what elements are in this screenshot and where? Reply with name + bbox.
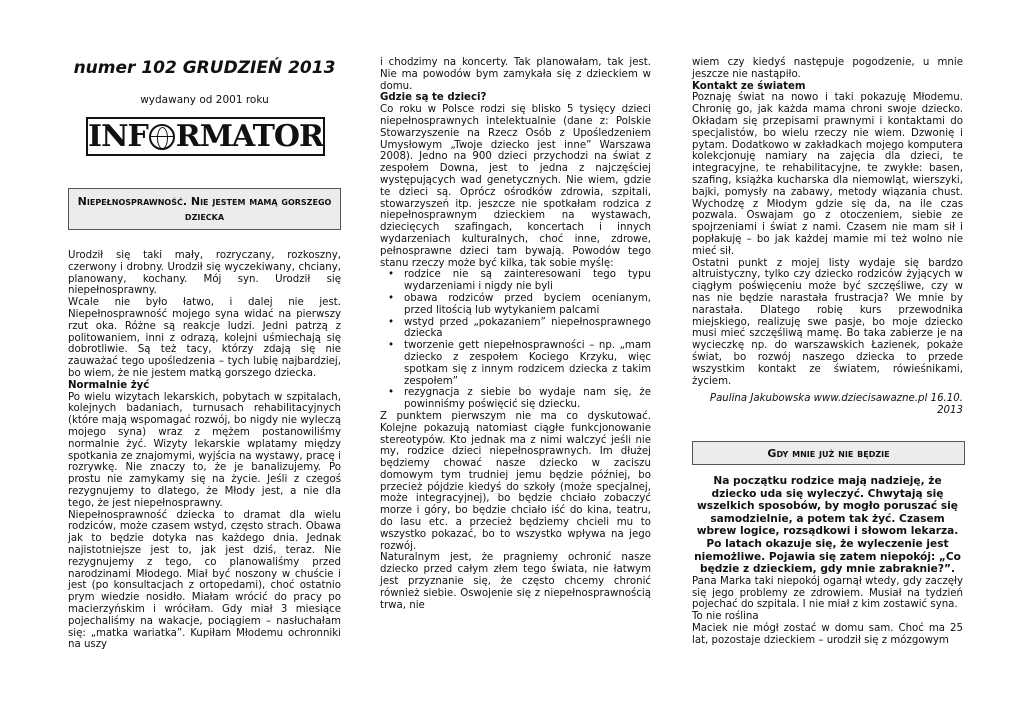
section-heading: To nie roślina — [692, 611, 759, 623]
list-item: • rodzice nie są zainteresowani tego typu wydarzeniami i nigdy nie byli — [404, 269, 651, 293]
section-heading: Kontakt ze światem — [692, 80, 806, 92]
list-item: • tworzenie gett niepełnosprawności – np. „mam dziecko z zespołem Kociego Krzyku, więc spotkam się z innym rodzicem dziecka z takim zespołem” — [404, 340, 651, 387]
bullet-list — [380, 269, 651, 411]
list-item: • wstyd przed „pokazaniem” niepełnosprawnego dziecka — [404, 317, 651, 341]
article-title-box — [692, 441, 965, 465]
list-item: • rezygnacja z siebie bo wydaje nam się, że powinniśmy poświęcić się dziecku. — [404, 387, 651, 411]
article-body — [692, 475, 963, 647]
paragraph: wiem czy kiedyś następuje pogodzenie, u mnie jeszcze nie nastąpiło. — [692, 57, 963, 80]
paragraph: Z punktem pierwszym nie ma co dyskutować. Kolejne pokazują natomiast ciągłe funkcjonowanie stereotypów. Kto jednak ma z nimi walczyć jeśli nie my, rodzice dzieci niepełnosprawnych. Im dłużej będziemy chować nasze dziecko w zaciszu domowym tym trudniej jemu będzie później, bo przecież pójdzie kiedyś do szkoły (może specjalnej, może integracyjnej), bo będzie chciało zobaczyć morze i góry, bo będzie chciało iść do kina, teatru, do lasu etc. a przecież będziemy chcieli mu to wszystko pokazać, bo to wszystko wpływa na jego rozwój. — [380, 410, 651, 552]
section-heading: Gdzie są te dzieci? — [380, 92, 487, 104]
issue-title: numer 102 GRUDZIEŃ 2013 — [73, 58, 336, 78]
issue-subtitle: wydawany od 2001 roku — [140, 94, 269, 106]
paragraph: Ostatni punkt z mojej listy wydaje się bardzo altruistyczny, tylko czy dziecko rodziców żyjących w ciągłym poświęceniu może być szczęśliwe, czy w nas nie będzie narastała frustracja? We mnie by narastała. Dlatego robię kurs przewodnika miejskiego, realizuję swe pasje, bo moje dziecko musi mieć szczęśliwą mamę. Bo taka zabierze je na wycieczkę np. do warszawskich Łazienek, pokaże świat, bo rozwój naszego dziecka to przede wszystkim kontakt ze światem, rówieśnikami, życiem. — [692, 257, 963, 387]
paragraph: i chodzimy na koncerty. Tak planowałam, tak jest. Nie ma powodów bym zamykała się z dzieckiem w domu. — [380, 57, 651, 92]
column-2 — [380, 0, 651, 725]
article-body — [68, 250, 341, 651]
informator-logo — [86, 117, 325, 156]
article-signature: Paulina Jakubowska www.dziecisawazne.pl 16.10. 2013 — [709, 393, 963, 417]
paragraph: Urodził się taki mały, rozryczany, rozkoszny, czerwony i drobny. Urodził się wyczekiwany, chciany, planowany, kochany. Mój syn. Urodził się niepełnosprawny. — [68, 250, 341, 297]
column-3 — [692, 0, 963, 725]
logo-text-part1: INF — [88, 119, 148, 154]
paragraph: Poznaję świat na nowo i taki pokazuję Młodemu. Chronię go, jak każda mama chroni swoje dziecko. Okładam się przepisami prawnymi i kontaktami do specjalistów, bo wielu rzeczy nie wiem. Dzwonię i pytam. Dodatkowo w zakładkach mojego komputera kolekcjonuję namiary na zajęcia dla dzieci, te integracyjne, te rehabilitacyjne, te zwykłe: basen, szafing, książka kucharska dla niemowląt, wierszyki, bajki, pomysły na zabawy, metody wiązania chust. Wychodzę z Młodym gdzie się da, na ile czas pozwala. Oswajam go z otoczeniem, siebie ze spojrzeniami i świat z nami. Czasem nie mam sił i popłakuję – bo jak każdej mamie mi też wolno nie mieć sił. — [692, 92, 963, 257]
globe-icon — [149, 124, 175, 150]
article-title: Niepełnosprawność. Nie jestem mamą gorszego dziecka — [77, 195, 332, 223]
paragraph: Po wielu wizytach lekarskich, pobytach w szpitalach, kolejnych badaniach, turnusach rehabilitacyjnych (które mają wspomagać rozwój, bo nigdy nie wyleczą mojego syna) wraz z mężem postanowiliśmy normalnie żyć. Wizyty lekarskie wplatamy między spotkania ze znajomymi, wyjścia na wystawy, pracę i rozrywkę. Nie znaczy to, że je banalizujemy. Po prostu nie zamykamy się na życie. Jeśli z czegoś rezygnujemy to dlatego, że Młody jest, a nie dla tego, że jest niepełnosprawny. — [68, 391, 341, 509]
column-1 — [68, 0, 341, 725]
paragraph: Niepełnosprawność dziecka to dramat dla wielu rodziców, może czasem wstyd, często strach. Obawa jak to będzie dotyka nas każdego dnia. Jednak najistotniejsze jest to, jak jest dziś, teraz. Nie rezygnujemy z tego, co planowaliśmy przed narodzinami Młodego. Miał być noszony w chuście i jest (po konsultacjach z ortopedami), choć ostatnio prym wiedzie nosidło. Miałam wrócić do pracy po macierzyńskim i wróciłam. Gdy miał 3 miesiące pojechaliśmy na wakacje, pociągiem – nasłuchałam się: „matka wariatka”. Kupiłam Młodemu ochronniki na uszy — [68, 509, 341, 651]
lead-paragraph: Na początku rodzice mają nadzieję, że dziecko uda się wyleczyć. Chwytają się wszelkich sposobów, by mogło poruszać się samodzielnie, a potem tak żyć. Czasem wbrew logice, rozsądkowi i słowom lekarza. Po latach okazuje się, że wyleczenie jest niemożliwe. Pojawia się zatem niepokój: „Co będzie z dzieckiem, gdy mnie zabraknie?”. — [694, 475, 961, 576]
article-body — [380, 57, 651, 611]
section-heading: Normalnie żyć — [68, 379, 150, 391]
paragraph: Naturalnym jest, że pragniemy ochronić nasze dziecko przed całym złem tego świata, nie łatwym jest przyznanie się, że często chcemy chronić również siebie. Oswojenie się z niepełnosprawnością trwa, nie — [380, 552, 651, 611]
list-item: • obawa rodziców przed byciem ocenianym, przed litością lub wytykaniem palcami — [404, 293, 651, 317]
article-body — [692, 57, 963, 427]
paragraph: Co roku w Polsce rodzi się blisko 5 tysięcy dzieci niepełnosprawnych intelektualnie (dane z: Polskie Stowarzyszenie na Rzecz Osób z Upośledzeniem Umysłowym „Twoje dziecko jest inne” Warszawa 2008). Jedno na 900 dzieci przychodzi na świat z zespołem Downa, jest to jedna z najczęściej występujących wad genetycznych. Nie wiem, gdzie te dzieci są. Oprócz ośrodków zdrowia, szpitali, stowarzyszeń itp. jeszcze nie spotkałam rodzica z niepełnosprawnym dzieckiem na wystawach, dziecięcych szafingach, koncertach i innych wydarzeniach kulturalnych, choć inne, zdrowe, pełnosprawne dzieci tam bywają. Powodów tego stanu rzeczy może być kilka, tak sobie myślę: — [380, 104, 651, 269]
article-title: Gdy mnie już nie będzie — [767, 447, 890, 460]
paragraph: Pana Marka taki niepokój ogarnął wtedy, gdy zaczęły się jego problemy ze zdrowiem. Musiał na tydzień pojechać do szpitala. I nie miał z kim zostawić syna. — [692, 575, 963, 611]
logo-text-part2: RMATOR — [175, 119, 323, 154]
article-title-box — [68, 188, 341, 230]
paragraph: Maciek nie mógł zostać w domu sam. Choć ma 25 lat, pozostaje dzieckiem – urodził się z mózgowym — [692, 622, 963, 646]
paragraph: Wcale nie było łatwo, i dalej nie jest. Niepełnosprawność mojego syna widać na pierwszy rzut oka. Różne są reakcje ludzi. Jedni patrzą z politowaniem, inni z odrazą, kolejni uśmiechają się dobrotliwie. Są też tacy, którzy zdają się nie zauważać tego upośledzenia – tych lubię najbardziej, bo wiem, że nie jestem matką gorszego dziecka. — [68, 297, 341, 379]
